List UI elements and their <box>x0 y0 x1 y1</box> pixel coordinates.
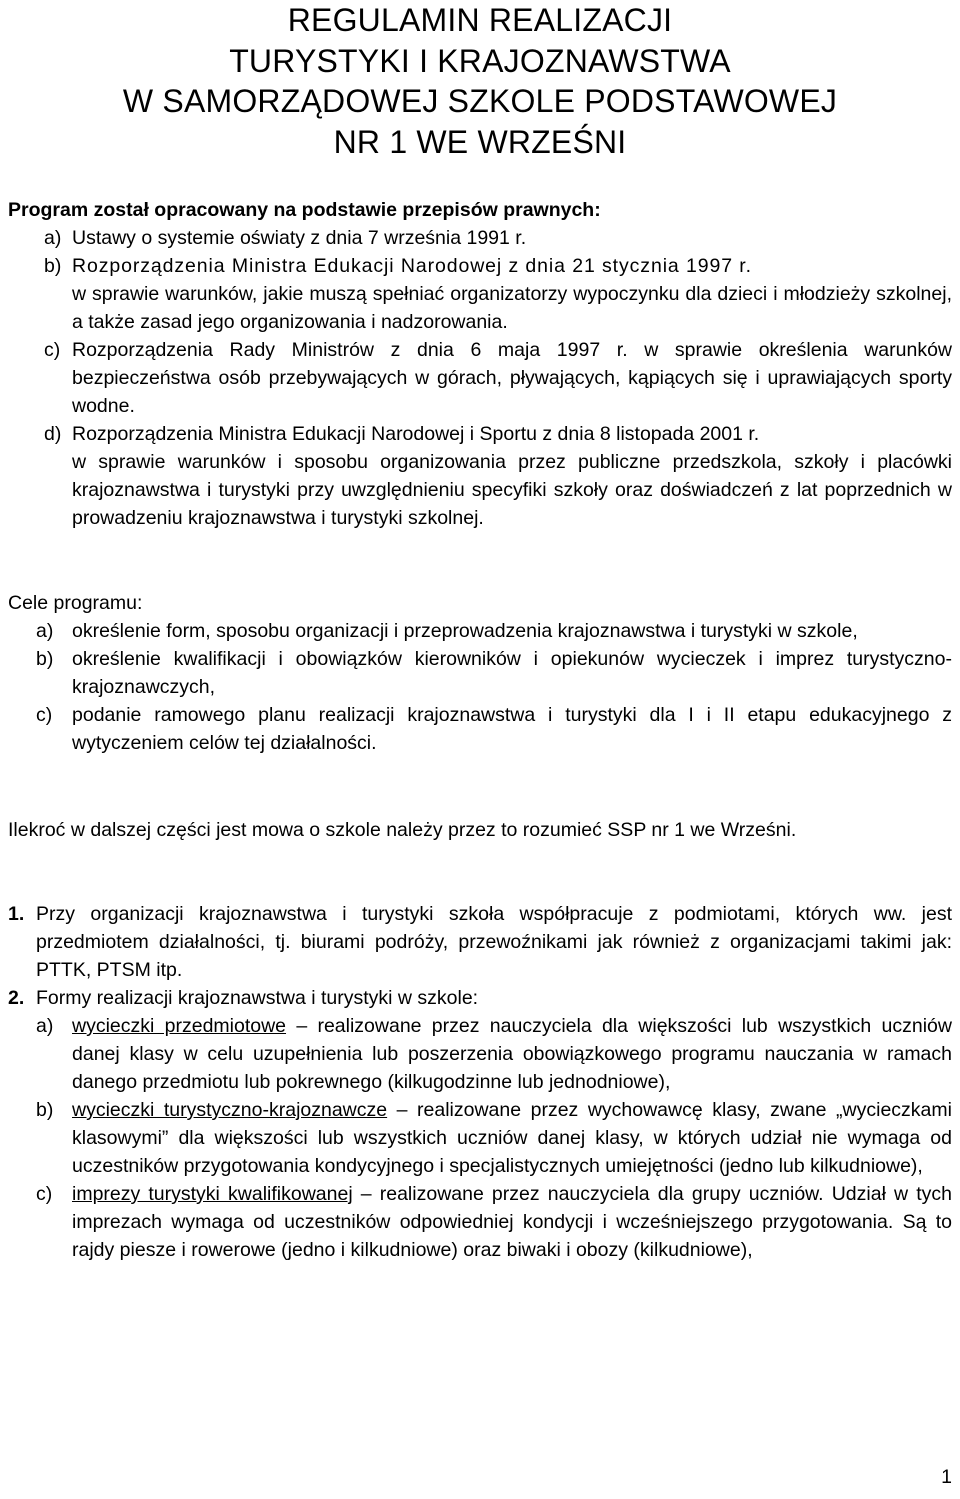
list-marker: c) <box>44 339 61 361</box>
definition-note: Ilekroć w dalszej części jest mowa o szkole należy przez to rozumieć SSP nr 1 we Wrześni. <box>8 819 797 841</box>
form-description: – realizowane przez nauczyciela dla grupy uczniów. Udział w tych imprezach wymaga od uczestników odpowiedniej kondycji i wcześniejszego przygotowania. Są to rajdy piesze i rowerowe (jedno i kilkudniowe) oraz biwaki i obozy (kilkudniowe), <box>72 1183 952 1261</box>
legal-item-continuation: w sprawie warunków i sposobu organizowania przez publiczne przedszkola, szkoły i placówki krajoznawstwa i turystyki przy uwzględnieniu specyfiki szkoły oraz doświadczeń z lat poprzednich w prowadzeniu krajoznawstwa i turystyki szkolnej. <box>72 451 952 529</box>
goal-item-text: podanie ramowego planu realizacji krajoznawstwa i turystyki dla I i II etapu edukacyjnego z wytyczeniem celów tej działalności. <box>72 704 952 754</box>
list-marker: c) <box>36 704 53 726</box>
goal-item <box>8 701 952 757</box>
form-item <box>8 1012 952 1096</box>
list-marker: b) <box>36 1099 54 1121</box>
legal-item <box>8 224 952 252</box>
goals-section <box>8 589 952 757</box>
title-line: NR 1 WE WRZEŚNI <box>333 123 627 160</box>
list-marker: a) <box>44 227 62 249</box>
document-title <box>0 0 960 162</box>
form-item <box>8 1180 952 1264</box>
legal-item-text: Ustawy o systemie oświaty z dnia 7 września 1991 r. <box>72 227 527 249</box>
legal-item-text: Rozporządzenia Rady Ministrów z dnia 6 maja 1997 r. w sprawie określenia warunków bezpieczeństwa osób przebywających w górach, pływających, kąpiących się i uprawiających sporty wodne. <box>72 339 952 417</box>
legal-item <box>8 336 952 420</box>
legal-item-continuation: w sprawie warunków, jakie muszą spełniać organizatorzy wypoczynku dla dzieci i młodzieży szkolnej, a także zasad jego organizowania i nadzorowania. <box>72 283 952 333</box>
rule-text: Formy realizacji krajoznawstwa i turystyki w szkole: <box>36 987 479 1009</box>
list-marker: a) <box>36 620 54 642</box>
goal-item <box>8 617 952 645</box>
list-marker: b) <box>44 255 62 277</box>
legal-item-text: Rozporządzenia Ministra Edukacji Narodowej z dnia 21 stycznia 1997 r. <box>72 255 752 277</box>
form-term: imprezy turystyki kwalifikowanej <box>72 1183 353 1205</box>
rule-item <box>8 984 952 1012</box>
legal-basis-heading: Program został opracowany na podstawie przepisów prawnych: <box>8 199 601 221</box>
form-description: – realizowane przez nauczyciela dla większości lub wszystkich uczniów danej klasy w celu uzupełnienia lub poszerzenia obowiązkowego programu nauczania w ramach danego przedmiotu lub pokrewnego (kilkugodzinne lub jednodniowe), <box>72 1015 952 1093</box>
list-marker: d) <box>44 423 62 445</box>
rule-number: 2. <box>8 987 25 1009</box>
form-term: wycieczki turystyczno-krajoznawcze <box>72 1099 388 1121</box>
goals-heading: Cele programu: <box>8 592 143 614</box>
goal-item-text: określenie form, sposobu organizacji i przeprowadzenia krajoznawstwa i turystyki w szkole, <box>72 620 858 642</box>
page-number: 1 <box>941 1466 952 1488</box>
title-line: REGULAMIN REALIZACJI <box>287 2 673 38</box>
rules-section <box>8 900 952 1264</box>
goal-item-text: określenie kwalifikacji i obowiązków kierowników i opiekunów wycieczek i imprez turystyczno-krajoznawczych, <box>72 648 952 698</box>
legal-item <box>8 420 952 448</box>
legal-item-text: Rozporządzenia Ministra Edukacji Narodowej i Sportu z dnia 8 listopada 2001 r. <box>72 423 760 445</box>
rule-number: 1. <box>8 903 25 925</box>
list-marker: c) <box>36 1183 53 1205</box>
title-line: TURYSTYKI I KRAJOZNAWSTWA <box>229 42 731 79</box>
form-term: wycieczki przedmiotowe <box>72 1015 287 1037</box>
list-marker: a) <box>36 1015 54 1037</box>
legal-item <box>8 252 952 280</box>
rule-text: Przy organizacji krajoznawstwa i turystyki szkoła współpracuje z podmiotami, których ww. jest przedmiotem działalności, tj. biurami podróży, przewoźnikami jak również z organizacjami takimi jak: PTTK, PTSM itp. <box>36 903 952 981</box>
list-marker: b) <box>36 648 54 670</box>
form-description: – realizowane przez wychowawcę klasy, zwane „wycieczkami klasowymi” dla większości lub wszystkich uczniów danej klasy, w których udział nie wymaga od uczestników przygotowania kondycyjnego i specjalistycznych umiejętności (jedno lub kilkudniowe), <box>72 1099 952 1177</box>
form-item <box>8 1096 952 1180</box>
goal-item <box>8 645 952 701</box>
title-line: W SAMORZĄDOWEJ SZKOLE PODSTAWOWEJ <box>122 83 838 119</box>
rule-item <box>8 900 952 984</box>
legal-basis-section <box>8 196 952 532</box>
